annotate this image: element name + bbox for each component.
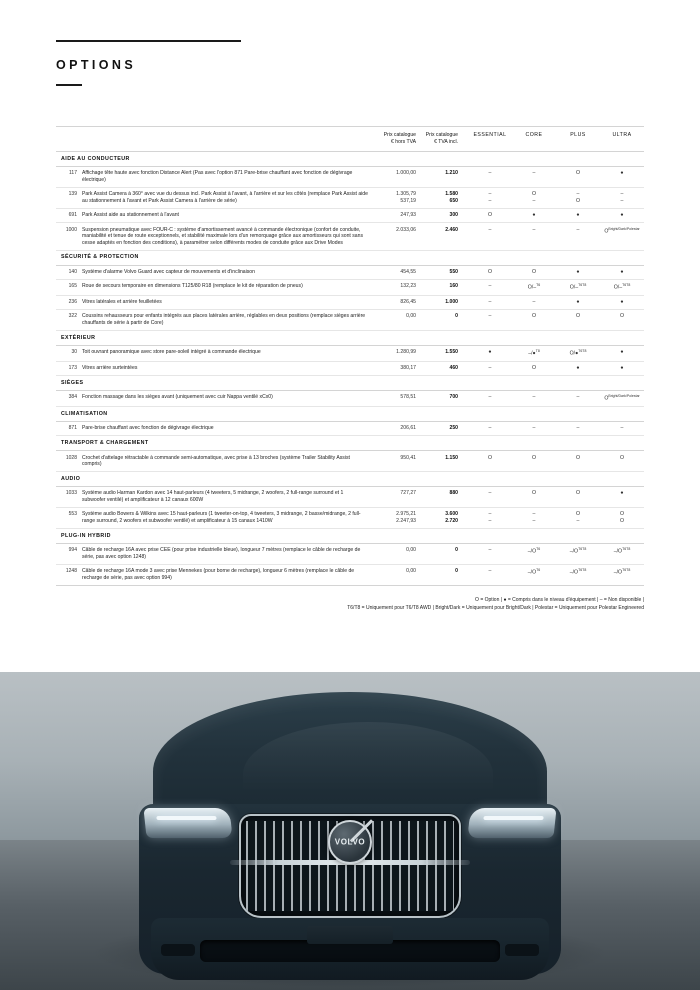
car-front <box>135 692 565 990</box>
row-trim-ultra: $-/O^{T6T8}$ <box>600 544 644 565</box>
row-trim-core: O – <box>512 188 556 209</box>
row-trim-ultra: ● <box>600 362 644 376</box>
row-description: Crochet d'attelage rétractable à commande semi-automatique, avec prise à 13 broches (système Trailer Stability Assist compris) <box>82 451 376 472</box>
row-code: 117 <box>56 167 82 188</box>
row-trim-essential: – <box>468 223 512 251</box>
row-description: Câble de recharge 16A mode 3 avec prise Mennekes (pour borne de recharge), longueur 6 mètres (remplace le câble de recharge de série, pas avec option 994) <box>82 564 376 585</box>
row-trim-plus: ● <box>556 296 600 310</box>
row-trim-ultra: $-/O^{T6T8}$ <box>600 564 644 585</box>
col-plus: PLUS <box>570 132 586 138</box>
table-row <box>56 265 644 279</box>
row-trim-plus: O <box>556 487 600 508</box>
row-trim-ultra: $O^{Bright/Dark/Polestar}$ <box>600 391 644 407</box>
row-trim-plus: O <box>556 451 600 472</box>
row-price-excl: 206,61 <box>376 422 422 436</box>
row-trim-core: O <box>512 487 556 508</box>
volvo-logo-text: VOLVO <box>334 837 366 847</box>
row-price-incl: 300 <box>422 209 468 223</box>
col-price-incl <box>422 127 468 152</box>
row-description: Fonction massage dans les sièges avant (uniquement avec cuir Nappa ventilé xCx0) <box>82 391 376 407</box>
row-trim-plus: $-/O^{T6T8}$ <box>556 564 600 585</box>
row-trim-plus: ● <box>556 265 600 279</box>
volvo-logo-icon <box>328 820 372 864</box>
row-trim-plus: $-/O^{T6T8}$ <box>556 544 600 565</box>
row-trim-essential: – <box>468 280 512 296</box>
headlight-left <box>143 808 232 838</box>
row-price-excl: 578,51 <box>376 391 422 407</box>
row-price-excl: 950,41 <box>376 451 422 472</box>
row-trim-ultra: ● <box>600 265 644 279</box>
row-price-incl: 3.600 2.720 <box>422 508 468 529</box>
fog-light-right <box>505 944 539 956</box>
table-row <box>56 564 644 585</box>
row-trim-essential: – <box>468 167 512 188</box>
row-trim-core: – – <box>512 508 556 529</box>
row-trim-essential: ● <box>468 346 512 362</box>
table-row <box>56 422 644 436</box>
row-trim-essential: – <box>468 391 512 407</box>
row-trim-core: $-/O^{T6}$ <box>512 544 556 565</box>
row-trim-essential: – <box>468 310 512 331</box>
row-trim-ultra: $O^{Bright/Dark/Polestar}$ <box>600 223 644 251</box>
row-price-incl: 1.210 <box>422 167 468 188</box>
row-description: Affichage tête haute avec fonction Distance Alert (Pas avec l'option 871 Pare-brise chauffant avec fonction de dégivrage électrique) <box>82 167 376 188</box>
table-row <box>56 508 644 529</box>
row-price-excl: 0,00 <box>376 564 422 585</box>
row-trim-ultra: – <box>600 422 644 436</box>
table-row <box>56 188 644 209</box>
table-row <box>56 310 644 331</box>
row-code: 1248 <box>56 564 82 585</box>
row-trim-core: – <box>512 167 556 188</box>
row-trim-essential: O <box>468 209 512 223</box>
row-trim-ultra: O <box>600 310 644 331</box>
row-description: Park Assist aide au stationnement à l'avant <box>82 209 376 223</box>
row-trim-ultra: ● <box>600 487 644 508</box>
row-trim-plus: – <box>556 422 600 436</box>
section-title: TRANSPORT & CHARGEMENT <box>56 436 644 451</box>
row-trim-plus: ● <box>556 209 600 223</box>
col-description <box>82 127 376 152</box>
section-title: SÉCURITÉ & PROTECTION <box>56 250 644 265</box>
table-section-header <box>56 331 644 346</box>
options-table-container <box>56 126 644 586</box>
row-trim-essential: – <box>468 362 512 376</box>
row-trim-plus: O/●$^{T6T8}$ <box>556 346 600 362</box>
row-price-excl: 727,27 <box>376 487 422 508</box>
table-row <box>56 487 644 508</box>
table-row <box>56 209 644 223</box>
row-price-incl: 460 <box>422 362 468 376</box>
row-price-incl: 250 <box>422 422 468 436</box>
row-price-excl: 2.033,06 <box>376 223 422 251</box>
row-price-excl: 454,55 <box>376 265 422 279</box>
row-description: Système audio Harman Kardon avec 14 haut-parleurs (4 tweeters, 5 midrange, 2 woofers, 2 full-range surround et 1 subwoofer ventilé) et amplificateur à 12 canaux 600W <box>82 487 376 508</box>
row-trim-essential: – <box>468 296 512 310</box>
row-price-incl: 700 <box>422 391 468 407</box>
headlight-left-drl <box>156 816 216 820</box>
row-description: Système d'alarme Volvo Guard avec capteur de mouvements et d'inclinaison <box>82 265 376 279</box>
table-row <box>56 451 644 472</box>
row-price-incl: 0 <box>422 564 468 585</box>
row-description: Pare-brise chauffant avec fonction de dégivrage électrique <box>82 422 376 436</box>
row-price-incl: 1.550 <box>422 346 468 362</box>
fog-light-left <box>161 944 195 956</box>
options-table <box>56 126 644 586</box>
row-code: 553 <box>56 508 82 529</box>
legend-line-1: O = Option | ● = Compris dans le niveau d'équipement | – = Non disponible | <box>475 596 644 603</box>
row-trim-plus: – <box>556 391 600 407</box>
col-ultra: ULTRA <box>612 132 632 138</box>
row-trim-ultra: – – <box>600 188 644 209</box>
row-trim-core: – <box>512 422 556 436</box>
row-price-excl: 380,17 <box>376 362 422 376</box>
section-title: SIÈGES <box>56 376 644 391</box>
row-price-excl: 247,93 <box>376 209 422 223</box>
row-code: 140 <box>56 265 82 279</box>
car-hood-crease <box>243 722 493 792</box>
row-price-incl: 0 <box>422 310 468 331</box>
row-code: 165 <box>56 280 82 296</box>
row-trim-ultra: ● <box>600 167 644 188</box>
row-trim-core: O <box>512 310 556 331</box>
row-price-incl: 2.460 <box>422 223 468 251</box>
row-trim-ultra: O <box>600 451 644 472</box>
row-trim-plus: – <box>556 223 600 251</box>
row-trim-essential: – <box>468 544 512 565</box>
table-section-header <box>56 152 644 167</box>
row-trim-essential: – <box>468 487 512 508</box>
row-price-excl: 826,45 <box>376 296 422 310</box>
row-description: Vitres arrière surteintées <box>82 362 376 376</box>
table-row <box>56 544 644 565</box>
row-trim-core: – <box>512 296 556 310</box>
col-price-incl-line2: € TVA incl. <box>434 138 458 145</box>
row-code: 173 <box>56 362 82 376</box>
table-row <box>56 223 644 251</box>
row-price-incl: 550 <box>422 265 468 279</box>
table-section-header <box>56 250 644 265</box>
row-price-incl: 1.150 <box>422 451 468 472</box>
row-trim-ultra: ● <box>600 296 644 310</box>
header-rule-top <box>56 40 241 42</box>
row-code: 871 <box>56 422 82 436</box>
row-description: Toit ouvrant panoramique avec store pare-soleil intégré à commande électrique <box>82 346 376 362</box>
table-row <box>56 362 644 376</box>
page-title: OPTIONS <box>56 58 137 72</box>
col-price-excl-line2: € hors TVA <box>390 138 416 145</box>
row-trim-essential: – <box>468 564 512 585</box>
col-price-excl <box>376 127 422 152</box>
row-code: 139 <box>56 188 82 209</box>
row-description: Vitres latérales et arrière feuilletées <box>82 296 376 310</box>
row-trim-core: – <box>512 391 556 407</box>
row-trim-ultra: O O <box>600 508 644 529</box>
table-header <box>56 127 644 152</box>
table-section-header <box>56 529 644 544</box>
row-trim-core: O <box>512 265 556 279</box>
row-code: 1028 <box>56 451 82 472</box>
table-section-header <box>56 376 644 391</box>
vehicle-photo <box>0 672 700 990</box>
row-trim-core: O/–$^{T6}$ <box>512 280 556 296</box>
row-code: 30 <box>56 346 82 362</box>
row-code: 691 <box>56 209 82 223</box>
row-trim-essential: O <box>468 265 512 279</box>
row-code: 322 <box>56 310 82 331</box>
table-row <box>56 346 644 362</box>
row-trim-ultra: ● <box>600 346 644 362</box>
table-row <box>56 280 644 296</box>
row-code: 994 <box>56 544 82 565</box>
row-trim-core: O <box>512 451 556 472</box>
table-section-header <box>56 472 644 487</box>
headlight-right <box>467 808 556 838</box>
headlight-right-drl <box>483 816 543 820</box>
section-title: PLUG-IN HYBRID <box>56 529 644 544</box>
row-description: Câble de recharge 16A avec prise CEE (pour prise industrielle bleue), longueur 7 mètres (remplace le câble de recharge de série, pas avec option 1248) <box>82 544 376 565</box>
row-trim-plus: O <box>556 310 600 331</box>
row-trim-core: $-/O^{T6}$ <box>512 564 556 585</box>
row-price-excl: 0,00 <box>376 544 422 565</box>
row-description: Roue de secours temporaire en dimensions T125/80 R18 (remplace le kit de réparation de pneus) <box>82 280 376 296</box>
col-price-excl-line1: Prix catalogue <box>383 132 416 138</box>
row-trim-essential: – <box>468 422 512 436</box>
row-description: Système audio Bowers & Wilkins avec 15 haut-parleurs (1 tweeter-on-top, 4 tweeters, 3 midrange, 2 basse/midrange, 2 full-range surround, 2 woofers et subwoofer ventilé) et amplificateur à 15 canaux 1410W <box>82 508 376 529</box>
car-license-plate <box>307 926 393 944</box>
col-price-incl-line1: Prix catalogue <box>425 132 458 138</box>
row-trim-plus: O <box>556 167 600 188</box>
row-trim-core: – <box>512 223 556 251</box>
table-row <box>56 296 644 310</box>
row-code: 1033 <box>56 487 82 508</box>
legend-line-2: T6/T8 = Uniquement pour T6/T8 AWD | Bright/Dark = Uniquement pour Bright/Dark | Polestar = Uniquement pour Polestar Engineered <box>347 605 644 612</box>
row-price-incl: 0 <box>422 544 468 565</box>
row-price-excl: 0,00 <box>376 310 422 331</box>
table-row <box>56 391 644 407</box>
section-title: AIDE AU CONDUCTEUR <box>56 152 644 167</box>
row-trim-core: O <box>512 362 556 376</box>
row-price-excl: 1.000,00 <box>376 167 422 188</box>
col-code <box>56 127 82 152</box>
row-description: Park Assist Camera à 360° avec vue du dessus incl. Park Assist à l'avant, à l'arrière et sur les côtés (remplace Park Assist aide au stationnement à l'avant et Park Assist Camera à l'arrière de série) <box>82 188 376 209</box>
row-trim-essential: O <box>468 451 512 472</box>
table-body <box>56 152 644 586</box>
table-section-header <box>56 436 644 451</box>
row-code: 1000 <box>56 223 82 251</box>
table-section-header <box>56 407 644 422</box>
row-trim-core: ● <box>512 209 556 223</box>
table-legend <box>56 596 644 613</box>
col-core: CORE <box>525 132 543 138</box>
row-price-excl: 1.305,79 537,19 <box>376 188 422 209</box>
row-trim-essential: – – <box>468 508 512 529</box>
row-code: 384 <box>56 391 82 407</box>
row-price-excl: 1.280,99 <box>376 346 422 362</box>
table-row <box>56 167 644 188</box>
page-header <box>0 0 700 86</box>
row-price-excl: 132,23 <box>376 280 422 296</box>
row-price-incl: 1.580 650 <box>422 188 468 209</box>
row-price-incl: 880 <box>422 487 468 508</box>
row-trim-plus: – O <box>556 188 600 209</box>
row-trim-plus: ● <box>556 362 600 376</box>
section-title: CLIMATISATION <box>56 407 644 422</box>
row-trim-ultra: ● <box>600 209 644 223</box>
row-trim-core: –/●$^{T8}$ <box>512 346 556 362</box>
row-price-excl: 2.975,21 2.247,93 <box>376 508 422 529</box>
section-title: EXTÉRIEUR <box>56 331 644 346</box>
row-price-incl: 1.000 <box>422 296 468 310</box>
row-trim-ultra: O/–$^{T6T8}$ <box>600 280 644 296</box>
col-essential: ESSENTIAL <box>473 132 507 138</box>
row-trim-plus: O/–$^{T6T8}$ <box>556 280 600 296</box>
row-trim-plus: O – <box>556 508 600 529</box>
row-price-incl: 160 <box>422 280 468 296</box>
row-trim-essential: – – <box>468 188 512 209</box>
section-title: AUDIO <box>56 472 644 487</box>
row-code: 236 <box>56 296 82 310</box>
header-rule-bottom <box>56 84 82 86</box>
row-description: Suspension pneumatique avec FOUR-C : système d'amortissement avancé à commande électronique (confort de conduite, maniabilité et tenue de route exceptionnels, et stabilité maximale lors d'un remorquage grâce aux amortisseurs qui sont sans cesse adaptés en fonction des conditions), à paramétrer selon différents modes de conduite grâce aux Drive Modes <box>82 223 376 251</box>
row-description: Coussins rehausseurs pour enfants intégrés aux places latérales arrière, réglables en deux positions (remplace sièges arrière chauffants de série à partir de Core) <box>82 310 376 331</box>
